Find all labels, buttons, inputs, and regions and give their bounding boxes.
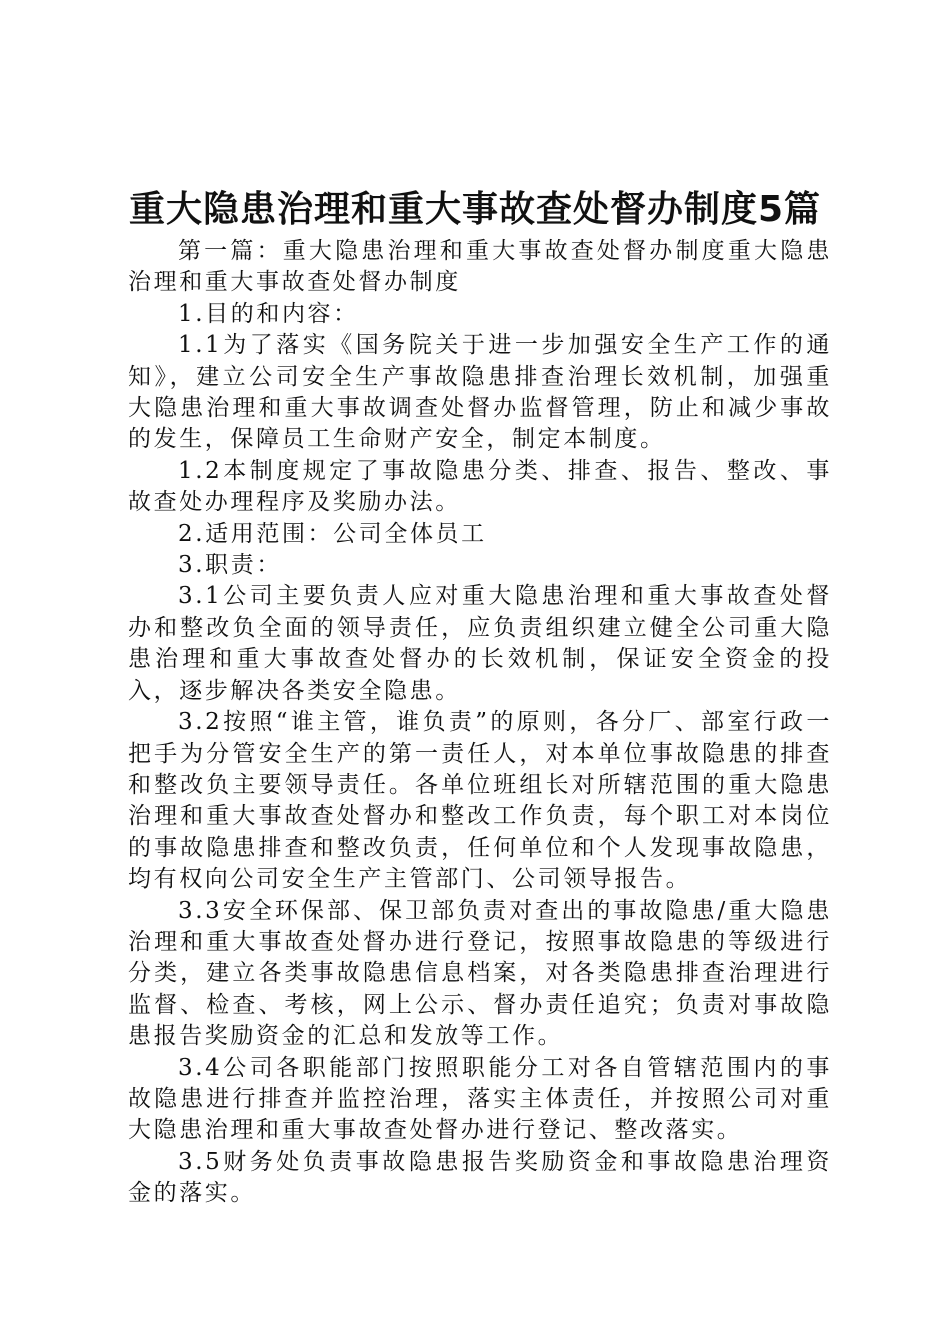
paragraph-section-3-2: 3.2按照“谁主管，谁负责”的原则，各分厂、部室行政一把手为分管安全生产的第一责任人，对本单位事故隐患的排查和整改负主要领导责任。各单位班组长对所辖范围的重大隐患治理和重大事故查处督办和整改工作负责，每个职工对本岗位的事故隐患排查和整改负责，任何单位和个人发现事故隐患，均有权向公司安全生产主管部门、公司领导报告。 (128, 709, 832, 893)
paragraph-section-3: 3.职责： (178, 552, 282, 579)
paragraph-section-3-5: 3.5财务处负责事故隐患报告奖励资金和事故隐患治理资金的落实。 (128, 1148, 832, 1207)
paragraph-section-1-1: 1.1为了落实《国务院关于进一步加强安全生产工作的通知》，建立公司安全生产事故隐患排查治理长效机制，加强重大隐患治理和重大事故调查处督办监督管理，防止和减少事故的发生，保障员工生命财产安全，制定本制度。 (128, 332, 832, 453)
document-title: 重大隐患治理和重大事故查处督办制度5篇 (128, 189, 822, 230)
paragraph-section-3-3: 3.3安全环保部、保卫部负责对查出的事故隐患/重大隐患治理和重大事故查处督办进行登记，按照事故隐患的等级进行分类，建立各类事故隐患信息档案，对各类隐患排查治理进行监督、检查、考核，网上公示、督办责任追究；负责对事故隐患报告奖励资金的汇总和发放等工作。 (128, 897, 832, 1050)
paragraph-part-one-heading: 第一篇：重大隐患治理和重大事故查处督办制度重大隐患治理和重大事故查处督办制度 (128, 238, 832, 296)
paragraph-section-3-4: 3.4公司各职能部门按照职能分工对各自管辖范围内的事故隐患进行排查并监控治理，落实主体责任，并按照公司对重大隐患治理和重大事故查处督办进行登记、整改落实。 (128, 1054, 832, 1144)
paragraph-section-2: 2.适用范围：公司全体员工 (178, 520, 487, 547)
paragraph-section-3-1: 3.1公司主要负责人应对重大隐患治理和重大事故查处督办和整改负全面的领导责任，应负责组织建立健全公司重大隐患治理和重大事故查处督办的长效机制，保证安全资金的投入，逐步解决各类安全隐患。 (128, 583, 832, 704)
document-body (128, 236, 832, 1210)
paragraph-section-1-2: 1.2本制度规定了事故隐患分类、排查、报告、整改、事故查处办理程序及奖励办法。 (128, 457, 832, 516)
paragraph-section-1: 1.目的和内容： (178, 300, 359, 327)
